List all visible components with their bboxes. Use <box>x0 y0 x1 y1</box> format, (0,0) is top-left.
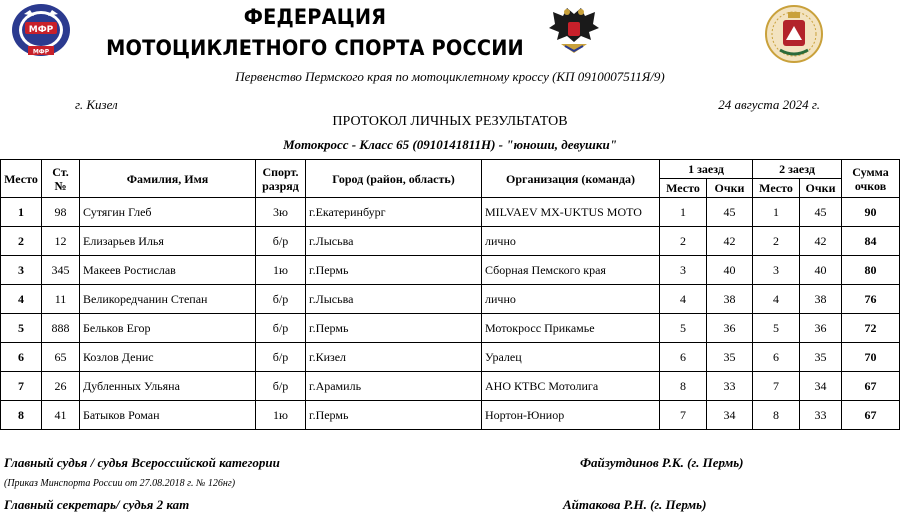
cell-race2-points: 33 <box>800 401 842 430</box>
cell-org: Нортон-Юниор <box>482 401 660 430</box>
federation-title-line2: МОТОЦИКЛЕТНОГО СПОРТА РОССИИ <box>106 36 524 60</box>
cell-total: 80 <box>842 256 900 285</box>
cell-race1-points: 36 <box>707 314 753 343</box>
cell-number: 345 <box>42 256 80 285</box>
cell-city: г.Пермь <box>306 256 482 285</box>
header-total: Сумма очков <box>842 160 900 198</box>
cell-rank: б/р <box>256 343 306 372</box>
cell-number: 98 <box>42 198 80 227</box>
cell-place: 1 <box>1 198 42 227</box>
cell-total: 76 <box>842 285 900 314</box>
cell-race1-points: 35 <box>707 343 753 372</box>
cell-org: АНО КТВС Мотолига <box>482 372 660 401</box>
cell-rank: б/р <box>256 372 306 401</box>
cell-name: Елизарьев Илья <box>80 227 256 256</box>
cell-place: 3 <box>1 256 42 285</box>
cell-name: Бельков Егор <box>80 314 256 343</box>
cell-race1-points: 42 <box>707 227 753 256</box>
cell-total: 72 <box>842 314 900 343</box>
class-title: Мотокросс - Класс 65 (0910141811Н) - "юноши, девушки" <box>283 137 617 152</box>
championship-title: Первенство Пермского края по мотоциклетному кроссу (КП 0910007511Я/9) <box>235 69 665 84</box>
cell-race1-place: 5 <box>660 314 707 343</box>
cell-race1-place: 8 <box>660 372 707 401</box>
cell-place: 6 <box>1 343 42 372</box>
cell-name: Макеев Ростислав <box>80 256 256 285</box>
cell-org: лично <box>482 285 660 314</box>
order-note: (Приказ Минспорта России от 27.08.2018 г. № 126нг) <box>4 478 236 489</box>
cell-city: г.Кизел <box>306 343 482 372</box>
header-city: Город (район, область) <box>306 160 482 198</box>
cell-city: г.Лысьва <box>306 227 482 256</box>
cell-rank: 1ю <box>256 401 306 430</box>
cell-race1-place: 1 <box>660 198 707 227</box>
cell-number: 41 <box>42 401 80 430</box>
cell-number: 65 <box>42 343 80 372</box>
table-row <box>1 227 900 256</box>
cell-place: 2 <box>1 227 42 256</box>
perm-krai-logo <box>764 4 824 64</box>
table-row <box>1 256 900 285</box>
cell-race2-points: 40 <box>800 256 842 285</box>
protocol-title: ПРОТОКОЛ ЛИЧНЫХ РЕЗУЛЬТАТОВ <box>332 114 568 129</box>
cell-race2-place: 5 <box>753 314 800 343</box>
cell-name: Сутягин Глеб <box>80 198 256 227</box>
cell-city: г.Пермь <box>306 401 482 430</box>
header-number: Ст. № <box>42 160 80 198</box>
svg-text:МФР: МФР <box>32 48 50 56</box>
cell-total: 67 <box>842 372 900 401</box>
cell-race2-place: 6 <box>753 343 800 372</box>
cell-race1-place: 4 <box>660 285 707 314</box>
chief-judge-title: Главный судья / судья Всероссийской категории <box>4 455 280 470</box>
header-race1-points: Очки <box>707 179 753 198</box>
cell-total: 70 <box>842 343 900 372</box>
cell-place: 7 <box>1 372 42 401</box>
results-table <box>0 159 900 430</box>
header-race2-points: Очки <box>800 179 842 198</box>
table-header-row <box>1 160 900 179</box>
cell-race2-place: 3 <box>753 256 800 285</box>
cell-race2-points: 35 <box>800 343 842 372</box>
cell-race1-points: 34 <box>707 401 753 430</box>
cell-place: 4 <box>1 285 42 314</box>
header-race1-place: Место <box>660 179 707 198</box>
cell-org: Уралец <box>482 343 660 372</box>
chief-judge-name: Файзутдинов Р.К. (г. Пермь) <box>580 455 744 470</box>
event-city: г. Кизел <box>75 97 118 112</box>
cell-race2-place: 1 <box>753 198 800 227</box>
table-row <box>1 314 900 343</box>
chief-secretary-title: Главный секретарь/ судья 2 кат <box>4 497 190 512</box>
cell-race1-place: 7 <box>660 401 707 430</box>
cell-city: г.Арамиль <box>306 372 482 401</box>
header-org: Организация (команда) <box>482 160 660 198</box>
results-body <box>1 198 900 430</box>
table-row <box>1 372 900 401</box>
cell-rank: 1ю <box>256 256 306 285</box>
cell-rank: б/р <box>256 314 306 343</box>
cell-total: 67 <box>842 401 900 430</box>
header-race2-place: Место <box>753 179 800 198</box>
cell-race1-place: 2 <box>660 227 707 256</box>
header-name: Фамилия, Имя <box>80 160 256 198</box>
cell-number: 12 <box>42 227 80 256</box>
cell-place: 8 <box>1 401 42 430</box>
cell-race2-place: 4 <box>753 285 800 314</box>
cell-city: г.Екатеринбург <box>306 198 482 227</box>
cell-race1-place: 3 <box>660 256 707 285</box>
cell-org: Мотокросс Прикамье <box>482 314 660 343</box>
cell-rank: б/р <box>256 285 306 314</box>
table-row <box>1 285 900 314</box>
cell-place: 5 <box>1 314 42 343</box>
svg-text:МФР: МФР <box>28 25 54 35</box>
cell-race1-points: 38 <box>707 285 753 314</box>
cell-race2-points: 38 <box>800 285 842 314</box>
table-row <box>1 401 900 430</box>
cell-race2-place: 8 <box>753 401 800 430</box>
cell-race1-points: 40 <box>707 256 753 285</box>
cell-city: г.Лысьва <box>306 285 482 314</box>
chief-secretary-name: Айтакова Р.Н. (г. Пермь) <box>563 497 707 512</box>
cell-name: Великоредчанин Степан <box>80 285 256 314</box>
cell-race2-place: 2 <box>753 227 800 256</box>
cell-race2-points: 34 <box>800 372 842 401</box>
cell-total: 90 <box>842 198 900 227</box>
cell-race1-points: 45 <box>707 198 753 227</box>
cell-rank: б/р <box>256 227 306 256</box>
table-row <box>1 343 900 372</box>
cell-race2-points: 42 <box>800 227 842 256</box>
cell-rank: 3ю <box>256 198 306 227</box>
cell-race1-place: 6 <box>660 343 707 372</box>
cell-org: лично <box>482 227 660 256</box>
cell-number: 888 <box>42 314 80 343</box>
cell-name: Дубленных Ульяна <box>80 372 256 401</box>
header-race1: 1 заезд <box>660 160 753 179</box>
cell-city: г.Пермь <box>306 314 482 343</box>
cell-org: MILVAEV MX-UKTUS MOTO <box>482 198 660 227</box>
cell-number: 11 <box>42 285 80 314</box>
cell-race2-points: 45 <box>800 198 842 227</box>
header-place: Место <box>1 160 42 198</box>
cell-race2-points: 36 <box>800 314 842 343</box>
cell-name: Батыков Роман <box>80 401 256 430</box>
federation-title-line1: ФЕДЕРАЦИЯ <box>243 5 387 29</box>
cell-race1-points: 33 <box>707 372 753 401</box>
cell-org: Сборная Пемского края <box>482 256 660 285</box>
cell-name: Козлов Денис <box>80 343 256 372</box>
cell-total: 84 <box>842 227 900 256</box>
event-date: 24 августа 2024 г. <box>718 97 820 112</box>
cell-race2-place: 7 <box>753 372 800 401</box>
header-race2: 2 заезд <box>753 160 842 179</box>
table-row <box>1 198 900 227</box>
cell-number: 26 <box>42 372 80 401</box>
header-rank: Спорт. разряд <box>256 160 306 198</box>
